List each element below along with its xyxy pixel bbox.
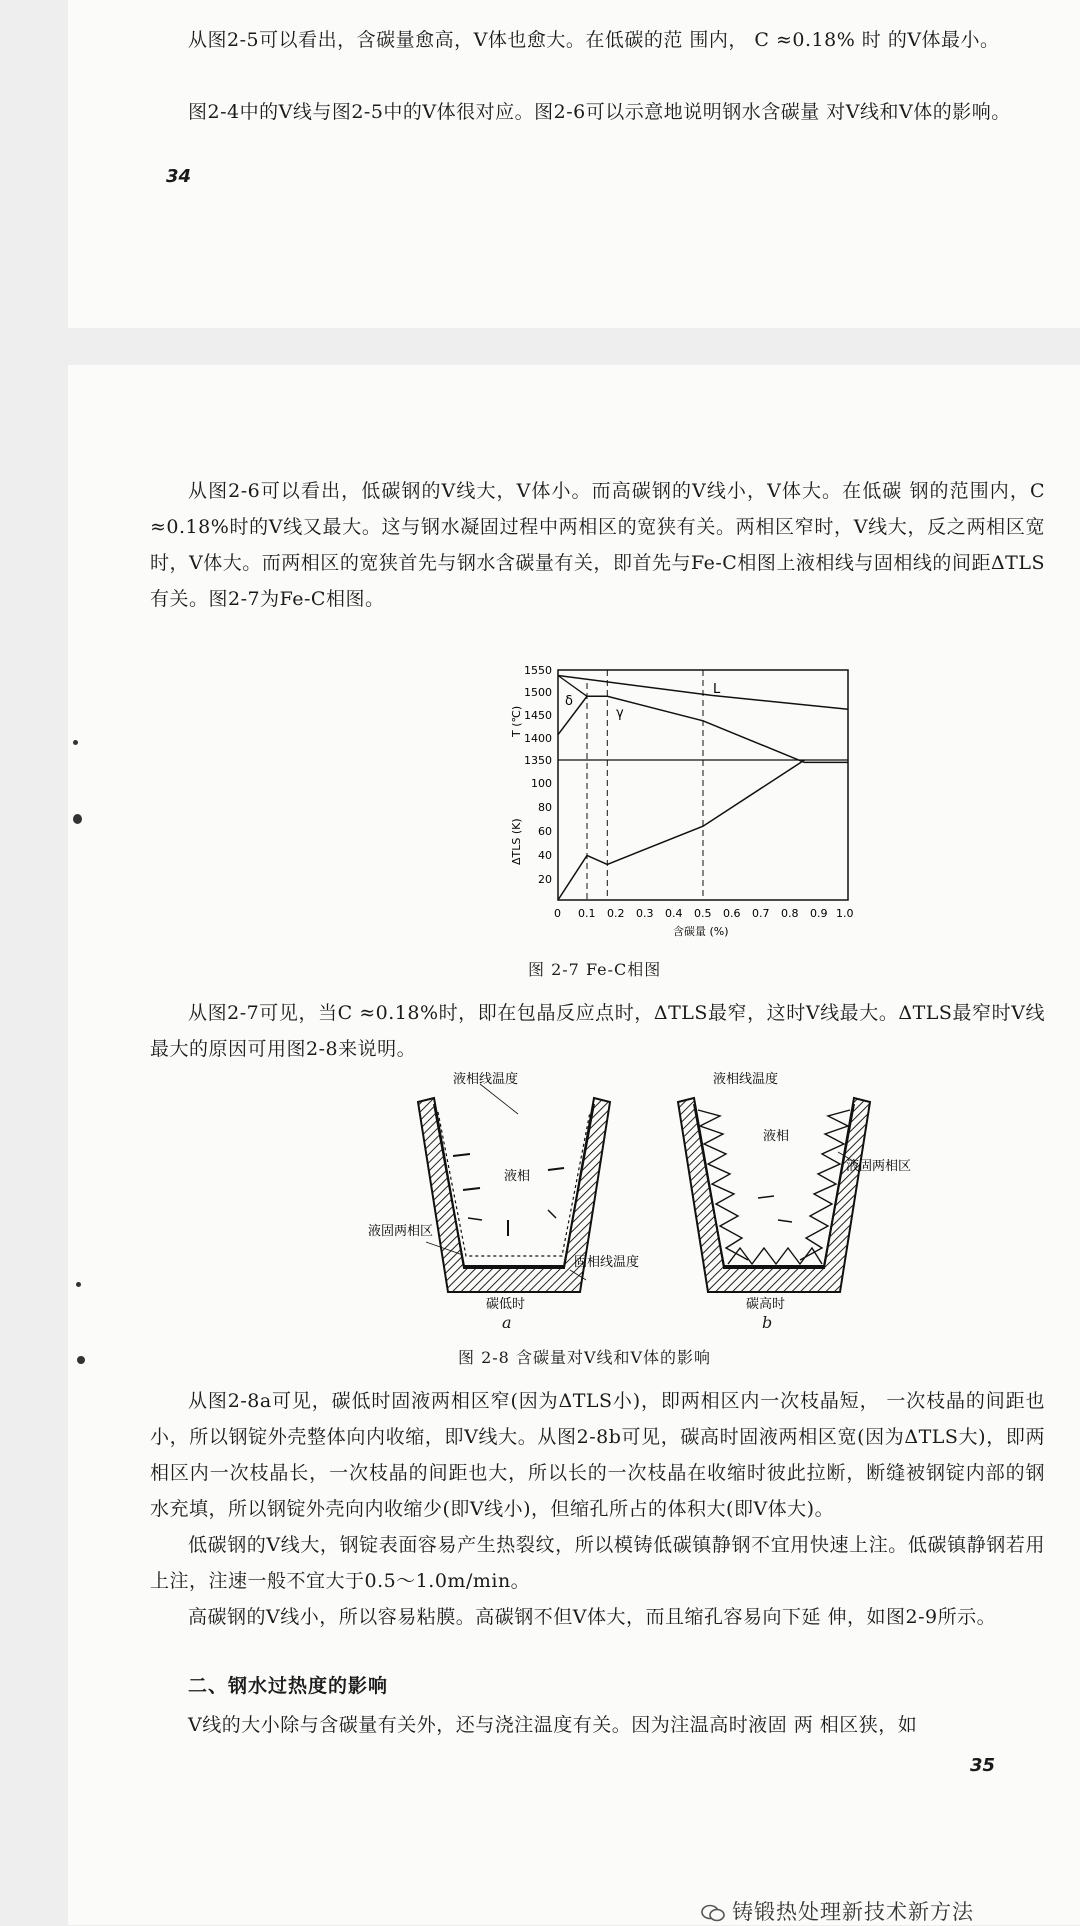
fig28b-letter: b <box>762 1313 774 1332</box>
figure-2-8-caption: 图 2-8 含碳量对V线和V体的影响 <box>458 1348 712 1367</box>
fig28a-low-carbon-label: 碳低时 <box>486 1297 526 1312</box>
fig28a-liquidus-label: 液相线温度 <box>453 1072 519 1087</box>
dtls-curve <box>558 760 805 900</box>
xtick-0.6: 0.6 <box>723 907 741 920</box>
fig28b-liquidus-label: 液相线温度 <box>713 1072 779 1087</box>
ytick-20: 20 <box>538 873 552 886</box>
ytick-1500: 1500 <box>524 686 552 699</box>
x-label: 含碳量 (%) <box>673 925 729 938</box>
page35-paragraph-5: 高碳钢的V线小，所以容易粘膜。高碳钢不但V体大，而且缩孔容易向下延 伸，如图2-9所示。 <box>188 1606 997 1628</box>
fig28b-liquid-label: 液相 <box>763 1129 790 1144</box>
ytick-1350: 1350 <box>524 754 552 767</box>
fig28b-mushy-label: 液固两相区 <box>846 1159 912 1174</box>
region-L: L <box>713 682 721 697</box>
page-34 <box>68 0 1080 328</box>
xtick-0.1: 0.1 <box>578 907 596 920</box>
xtick-0.4: 0.4 <box>665 907 683 920</box>
watermark-text: 铸锻热处理新技术新方法 <box>732 1900 974 1924</box>
fig28a-liquid-label: 液相 <box>504 1169 531 1184</box>
xtick-0.5: 0.5 <box>694 907 712 920</box>
region-delta: δ <box>565 694 573 709</box>
xtick-0: 0 <box>554 907 561 920</box>
ytick-60: 60 <box>538 825 552 838</box>
page35-paragraph-6: V线的大小除与含碳量有关外，还与浇注温度有关。因为注温高时液固 两 相区狭，如 <box>188 1714 918 1736</box>
watermark <box>700 1896 974 1926</box>
ytick-1450: 1450 <box>524 709 552 722</box>
page-35 <box>68 365 1080 1925</box>
page35-paragraph-3: 从图2-8a可见，碳低时固液两相区窄(因为ΔTLS小)，即两相区内一次枝晶短， 一次枝晶的间距也小，所以钢锭外壳整体向内收缩，即V线大。从图2-8b可见，碳高时固液两相区宽(因为ΔTLS大)，即两相区内一次枝晶长，一次枝晶的间距也大，所以长的一次枝晶在收缩时彼此拉断，断缝被钢锭内部的钢水充填，所以钢锭外壳向内收缩少(即V线小)，但缩孔所占的体积大(即V体大)。 <box>150 1390 1045 1520</box>
ingot-solidification-figure <box>368 1070 912 1312</box>
page35-paragraph-4: 低碳钢的V线大，钢锭表面容易产生热裂纹，所以模铸低碳镇静钢不宜用快速上注。低碳镇静钢若用上注，注速一般不宜大于0.5～1.0m/min。 <box>150 1534 1045 1592</box>
fig28a-letter: a <box>502 1313 513 1332</box>
scan-speck <box>77 1356 85 1364</box>
wechat-icon <box>700 1903 726 1923</box>
ingot-b <box>678 1098 870 1292</box>
region-gamma: γ <box>616 706 624 721</box>
page-number-35: 35 <box>970 1755 996 1776</box>
xtick-0.9: 0.9 <box>810 907 828 920</box>
fig28a-mushy-label: 液固两相区 <box>368 1224 434 1239</box>
figure-2-7-caption: 图 2-7 Fe-C相图 <box>528 960 662 979</box>
ytick-1550: 1550 <box>524 664 552 677</box>
scan-speck <box>76 1282 81 1287</box>
xtick-1.0: 1.0 <box>836 907 854 920</box>
scan-speck <box>73 814 82 824</box>
page-number-34: 34 <box>166 166 192 187</box>
scan-speck <box>73 740 78 745</box>
page34-paragraph-2: 图2-4中的V线与图2-5中的V体很对应。图2-6可以示意地说明钢水含碳量 对V线和V体的影响。 <box>188 101 1011 123</box>
ytick-100: 100 <box>531 777 552 790</box>
ytick-1400: 1400 <box>524 732 552 745</box>
y-label-temperature: T (℃) <box>510 705 523 737</box>
fig28b-high-carbon-label: 碳高时 <box>746 1297 786 1312</box>
xtick-0.3: 0.3 <box>636 907 654 920</box>
xtick-0.7: 0.7 <box>752 907 770 920</box>
page35-paragraph-2: 从图2-7可见，当C ≈0.18%时，即在包晶反应点时，ΔTLS最窄，这时V线最大。ΔTLS最窄时V线最大的原因可用图2-8来说明。 <box>150 1002 1045 1060</box>
section-heading: 二、钢水过热度的影响 <box>188 1675 389 1697</box>
ytick-80: 80 <box>538 801 552 814</box>
page34-paragraph-1: 从图2-5可以看出，含碳量愈高，V体也愈大。在低碳的范 围内， C ≈0.18% 时 的V体最小。 <box>188 29 1000 51</box>
page35-paragraph-1: 从图2-6可以看出，低碳钢的V线大，V体小。而高碳钢的V线小，V体大。在低碳 钢的范围内，C ≈0.18%时的V线又最大。这与钢水凝固过程中两相区的宽狭有关。两相区窄时，V线大，反之两相区宽时，V体大。而两相区的宽狭首先与钢水含碳量有关，即首先与Fe-C相图上液相线与固相线的间距ΔTLS有关。图2-7为Fe-C相图。 <box>150 480 1045 610</box>
y-label-dtls: ΔTLS (K) <box>510 818 523 865</box>
ytick-40: 40 <box>538 849 552 862</box>
fe-c-phase-diagram <box>428 655 888 945</box>
xtick-0.8: 0.8 <box>781 907 799 920</box>
fig28a-solidus-label: 固相线温度 <box>574 1255 640 1270</box>
xtick-0.2: 0.2 <box>607 907 625 920</box>
